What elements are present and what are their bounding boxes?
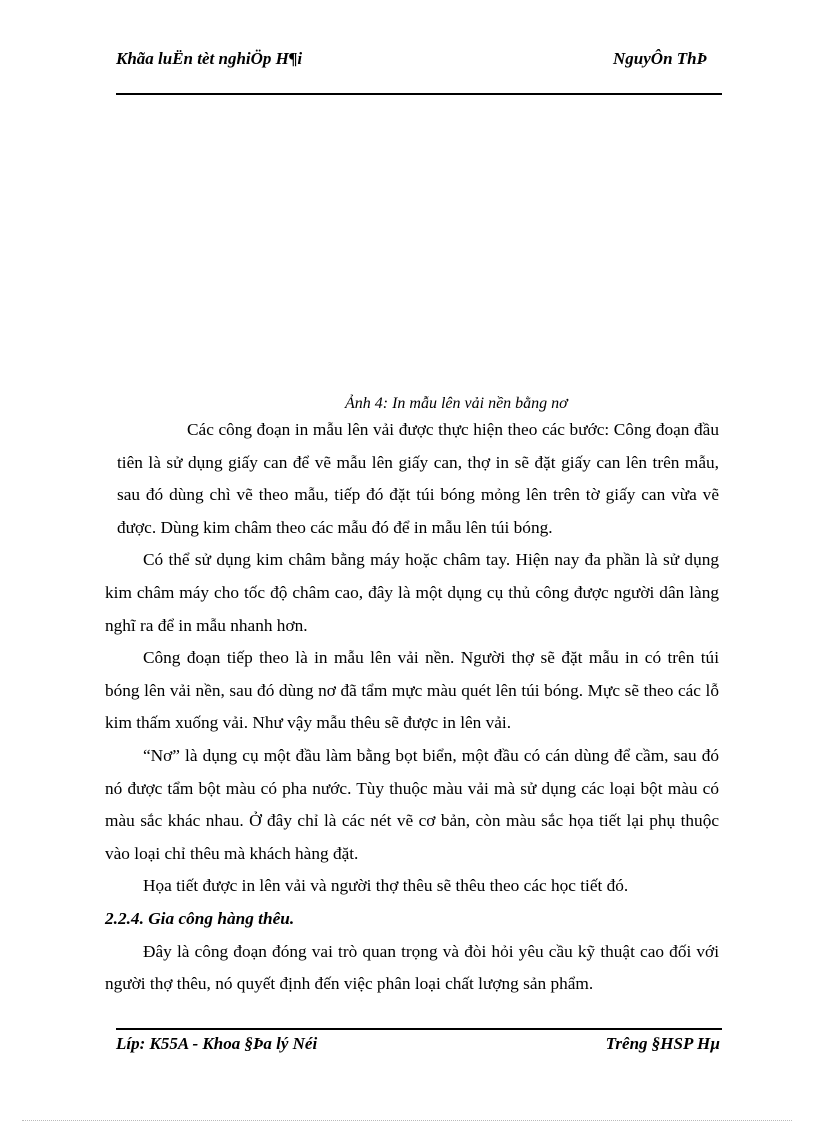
paragraph: Có thể sử dụng kim châm bằng máy hoặc châm tay. Hiện nay đa phần là sử dụng kim châm máy cho tốc độ châm cao, đây là một dụng cụ thủ công được người dân làng nghĩ ra để in mẫu nhanh hơn. xyxy=(105,550,719,635)
figure-caption: Ảnh 4: In mẫu lên vải nền bằng nơ xyxy=(345,395,568,412)
footer-right: Trêng §HSP Hµ xyxy=(605,1034,720,1053)
header-right: NguyÔn ThÞ xyxy=(613,49,707,68)
footer-left: Líp: K55A - Khoa §Þa lý Néi xyxy=(116,1034,318,1053)
footer-rule xyxy=(116,1028,722,1030)
paragraph: Họa tiết được in lên vải và người thợ thêu sẽ thêu theo các học tiết đó. xyxy=(143,876,629,896)
paragraph: Công đoạn tiếp theo là in mẫu lên vải nền. Người thợ sẽ đặt mẫu in có trên túi bóng lên vải nền, sau đó dùng nơ đã tẩm mực màu quét lên túi bóng. Mực sẽ theo các lỗ kim thấm xuống vải. Như vậy mẫu thêu sẽ được in lên vải. xyxy=(105,648,719,733)
paragraph: “Nơ” là dụng cụ một đầu làm bằng bọt biển, một đầu có cán dùng để cầm, sau đó nó được tẩm bột màu có pha nước. Tùy thuộc màu vải mà sử dụng các loại bột màu có màu sắc khác nhau. Ở đây chỉ là các nét vẽ cơ bản, còn màu sắc họa tiết lại phụ thuộc vào loại chỉ thêu mà khách hàng đặt. xyxy=(105,745,719,863)
body-text xyxy=(105,414,719,1001)
header-left: Khãa luËn tèt nghiÖp H¶i xyxy=(116,49,303,68)
paragraph: Các công đoạn in mẫu lên vải được thực hiện theo các bước: Công đoạn đầu tiên là sử dụng giấy can để vẽ mẫu lên giấy can, thợ in sẽ đặt giấy can lên trên mẫu, sau đó dùng chì vẽ theo mẫu, tiếp đó đặt túi bóng mỏng lên trên tờ giấy can vừa vẽ được. Dùng kim châm theo các mẫu đó để in mẫu lên túi bóng. xyxy=(117,420,719,537)
header-rule xyxy=(116,93,722,95)
paragraph: Đây là công đoạn đóng vai trò quan trọng và đòi hỏi yêu cầu kỹ thuật cao đối với người thợ thêu, nó quyết định đến việc phân loại chất lượng sản phẩm. xyxy=(105,941,719,994)
section-heading: 2.2.4. Gia công hàng thêu. xyxy=(105,908,295,928)
page-edge-dots xyxy=(22,1120,792,1121)
